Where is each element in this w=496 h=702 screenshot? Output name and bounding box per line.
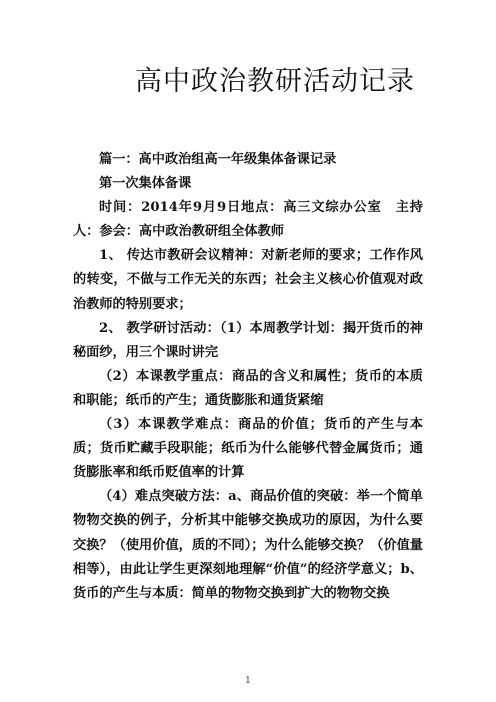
document-title: 高中政治教研活动记录: [135, 66, 415, 97]
teaching-focus-paragraph: （2）本课教学重点：商品的含义和属性；货币的本质和职能；纸币的产生；通货膨胀和通货紧缩: [73, 368, 423, 408]
teaching-difficulty-paragraph: （3）本课教学难点：商品的价值；货币的产生与本质；货币贮藏手段职能；纸币为什么能够代替金属货币；通货膨胀率和纸币贬值率的计算: [73, 417, 423, 481]
difficulty-solution-paragraph: （4）难点突破方法：a、商品价值的突破：举一个简单物物交换的例子，分析其中能够交换成功的原因，为什么要交换？（使用价值，质的不同）；为什么能够交换？（价值量相等），由此让学生更深刻地理解“价值”的经济学意义；b、货币的产生与本质：简单的物物交换到扩大的物物交换: [73, 489, 423, 601]
page-number: 1: [245, 676, 251, 686]
meeting-info-paragraph: 时间：2014年9月9日地点：高三文综办公室 主持人：参会：高中政治教研组全体教师: [73, 200, 423, 240]
section-heading: 篇一：高中政治组高一年级集体备课记录: [99, 152, 337, 167]
agenda-item-1: 1、 传达市教研会议精神：对新老师的要求；工作作风的转变，不做与工作无关的东西；社会主义核心价值观对政治教师的特别要求；: [73, 248, 423, 312]
subheading: 第一次集体备课: [99, 176, 192, 192]
agenda-item-2: 2、 教学研讨活动：（1）本周教学计划：揭开货币的神秘面纱，用三个课时讲完: [73, 320, 423, 360]
document-body: [73, 148, 423, 606]
